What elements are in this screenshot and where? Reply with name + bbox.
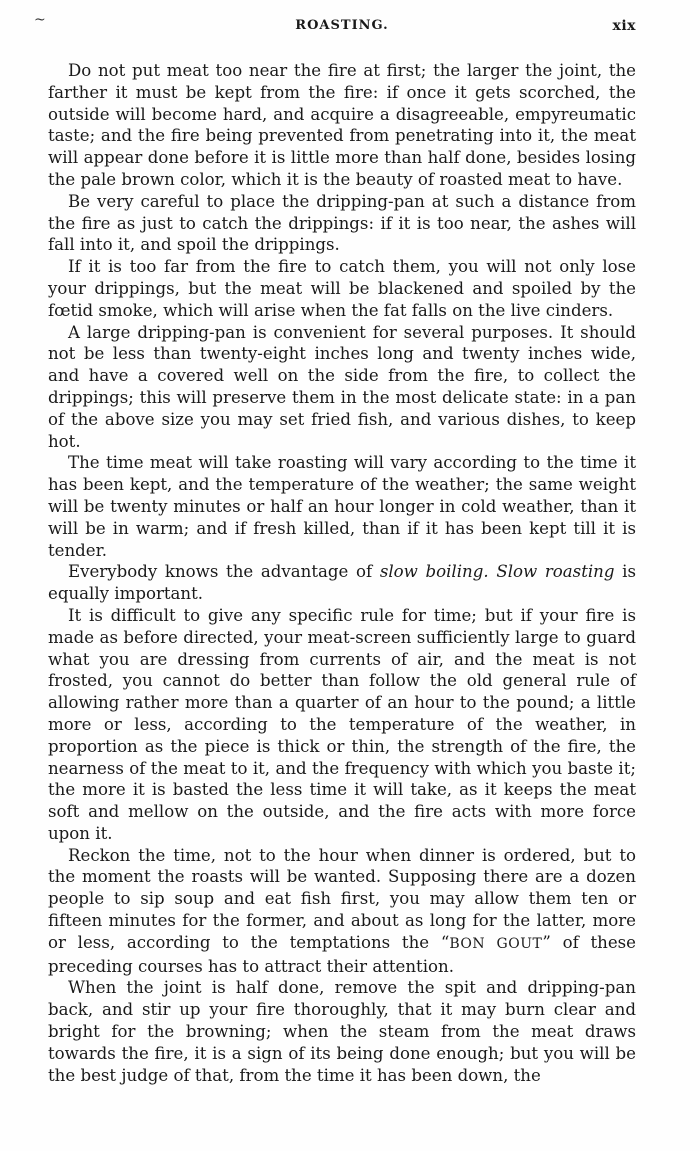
body-text [48, 60, 636, 1086]
paragraph: A large dripping-pan is convenient for several purposes. It should not be less than twenty-eight inches long and twenty inches wide, and have a covered well on the side from the fire, to collect the drippings; this will preserve them in the most delicate state: in a pan of the above size you may set fried fish, and various dishes, to keep hot. [48, 322, 636, 451]
running-head [34, 12, 636, 40]
paragraph-text: Reckon the time, not to the hour when dinner is ordered, but to the moment the roasts will be wanted. Supposing there are a dozen people to sip soup and eat fish first, you may allow them ten or fifteen minutes for the former, and about as long for the latter, more or less, according to the temptations the “ [48, 845, 636, 952]
paragraph: It is difficult to give any specific rule for time; but if your fire is made as before directed, your meat-screen sufficiently large to guard what you are dressing from currents of air, and the meat is not frosted, you cannot do better than follow the old general rule of allowing rather more than a quarter of an hour to the pound; a little more or less, according to the temperature of the weather, in proportion as the piece is thick or thin, the strength of the fire, the nearness of the meat to it, and the frequency with which you baste it; the more it is basted the less time it will take, as it keeps the meat soft and mellow on the outside, and the fire acts with more force upon it. [48, 605, 636, 843]
page-number: xix [612, 18, 636, 34]
paragraph-text: Everybody knows the advantage of [68, 562, 380, 582]
paragraph-text: ” of these preceding courses has to attract their attention. [48, 932, 636, 976]
paragraph: If it is too far from the fire to catch them, you will not only lose your drippings, but the meat will be blackened and spoiled by the fœtid smoke, which will arise when the fat falls on the live cinders. [48, 257, 636, 320]
page-title: ROASTING. [295, 18, 389, 33]
paragraph: Do not put meat too near the fire at first; the larger the joint, the farther it must be kept from the fire: if once it gets scorched, the outside will become hard, and acquire a disagreeable, empyreumatic taste; and the fire being prevented from penetrating into it, the meat will appear done before it is little more than half done, besides losing the pale brown color, which it is the beauty of roasted meat to have. [48, 61, 636, 189]
paragraph [48, 845, 636, 978]
italic-phrase: Slow roasting [496, 562, 615, 582]
paragraph [48, 561, 636, 605]
margin-mark: ~ [34, 12, 46, 28]
paragraph: Be very careful to place the dripping-pan at such a distance from the fire as just to catch the drippings: if it is too near, the ashes will fall into it, and spoil the drippings. [48, 191, 636, 255]
italic-phrase: slow boiling. [379, 562, 489, 582]
paragraph: When the joint is half done, remove the spit and dripping-pan back, and stir up your fire thoroughly, that it may burn clear and bright for the browning; when the steam from the meat draws towards the fire, it is a sign of its being done enough; but you will be the best judge of that, from the time it has been down, the [48, 978, 636, 1085]
paragraph: The time meat will take roasting will vary according to the time it has been kept, and the temperature of the weather; the same weight will be twenty minutes or half an hour longer in cold weather, than it will be in warm; and if fresh killed, than if it has been kept till it is tender. [48, 453, 636, 560]
paragraph-text: is equally important. [48, 562, 636, 604]
small-caps-phrase: BON GOUT [449, 935, 543, 952]
